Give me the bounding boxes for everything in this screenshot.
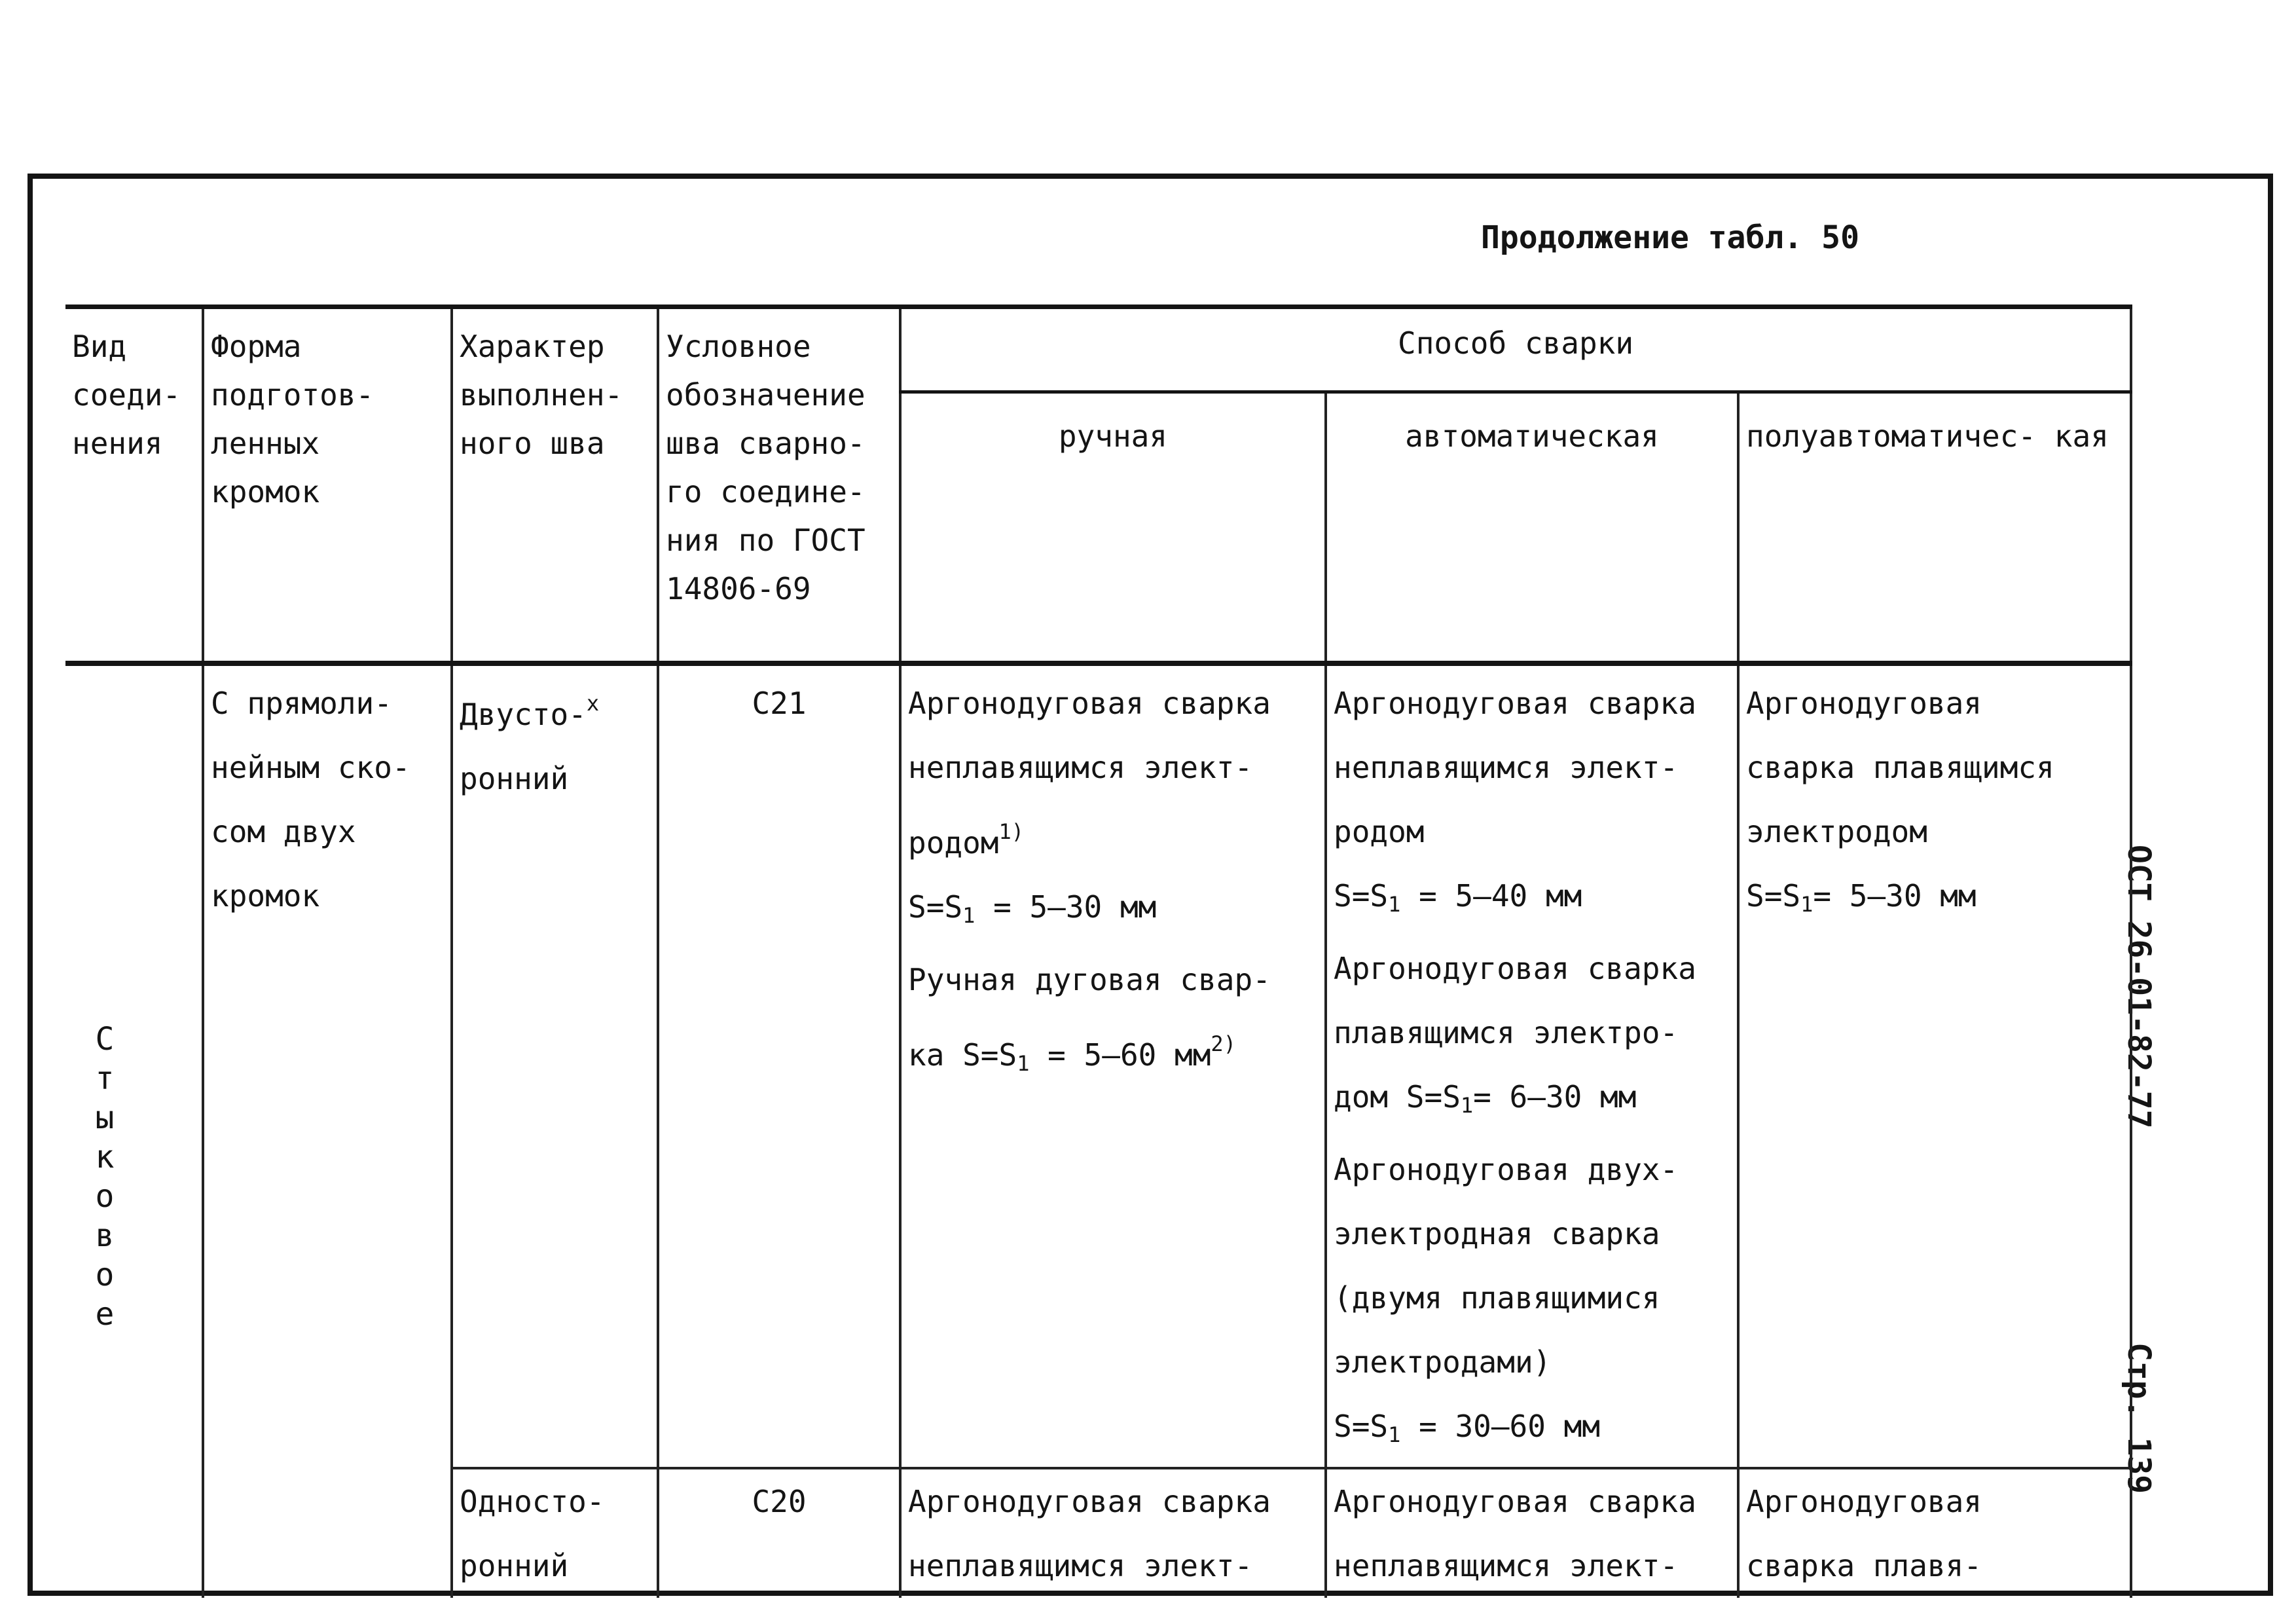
cell-manual: Аргонодуговая сварка неплавящимся элект- xyxy=(900,1468,1326,1598)
col-header-manual: ручная xyxy=(900,392,1326,664)
table-row xyxy=(65,663,2131,1468)
cell-seam-character: Односто- ронний xyxy=(452,1468,658,1598)
col-header-automatic: автоматическая xyxy=(1326,392,1738,664)
cell-semiautomatic: Аргонодуговая сварка плавящимся электродом S=S1= 5–30 мм xyxy=(1738,663,2131,1468)
welding-table xyxy=(65,304,2132,1598)
table-continuation-caption: Продолжение табл. 50 xyxy=(1481,219,1859,256)
side-stamp xyxy=(2119,845,2217,1565)
col-header-seam-character: Характер выполнен- ного шва xyxy=(452,307,658,664)
col-header-edge-form: Форма подготов- ленных кромок xyxy=(203,307,452,664)
col-header-semiautomatic: полуавтоматичес- кая xyxy=(1738,392,2131,664)
cell-seam-character: Двусто-$^х$ ронний xyxy=(452,663,658,1468)
cell-edge-form: С прямоли- нейным ско- сом двух кромок xyxy=(203,663,452,1468)
col-header-designation: Условное обозначение шва сварно- го соедине- ния по ГОСТ 14806-69 xyxy=(658,307,900,664)
table-row xyxy=(65,1468,2131,1598)
cell-edge-form xyxy=(203,1468,452,1598)
document-code: ОСТ 26-01-82-77 xyxy=(2121,845,2157,1129)
cell-manual: Аргонодуговая сварка неплавящимся элект- родом$^{1)}$ S=S1 = 5–30 мм Ручная дуговая свар- ка S=S1 = 5–60 $мм^{2)}$ xyxy=(900,663,1326,1468)
cell-semiautomatic: Аргонодуговая сварка плавя- xyxy=(1738,1468,2131,1598)
cell-designation: С20 xyxy=(658,1468,900,1598)
page-number: Стр. 139 xyxy=(2121,1342,2157,1494)
col-header-kind: Вид соеди- нения xyxy=(65,307,203,664)
seam-mark: х xyxy=(586,691,600,716)
kind-value: С т ы к о в о е xyxy=(95,1021,115,1333)
col-header-welding-method: Способ сварки xyxy=(900,307,2131,392)
cell-kind xyxy=(65,663,203,1598)
cell-automatic: Аргонодуговая сварка неплавящимся элект- xyxy=(1326,1468,1738,1598)
cell-automatic: Аргонодуговая сварка неплавящимся элект- родом S=S1 = 5–40 мм Аргонодуговая сварка плавящимся электро- дом S=S1= 6–30 мм Аргонодуговая двух- электродная сварка (двумя плавящимися электродами) S=S1 = 30–60 мм xyxy=(1326,663,1738,1468)
cell-designation: С21 xyxy=(658,663,900,1468)
